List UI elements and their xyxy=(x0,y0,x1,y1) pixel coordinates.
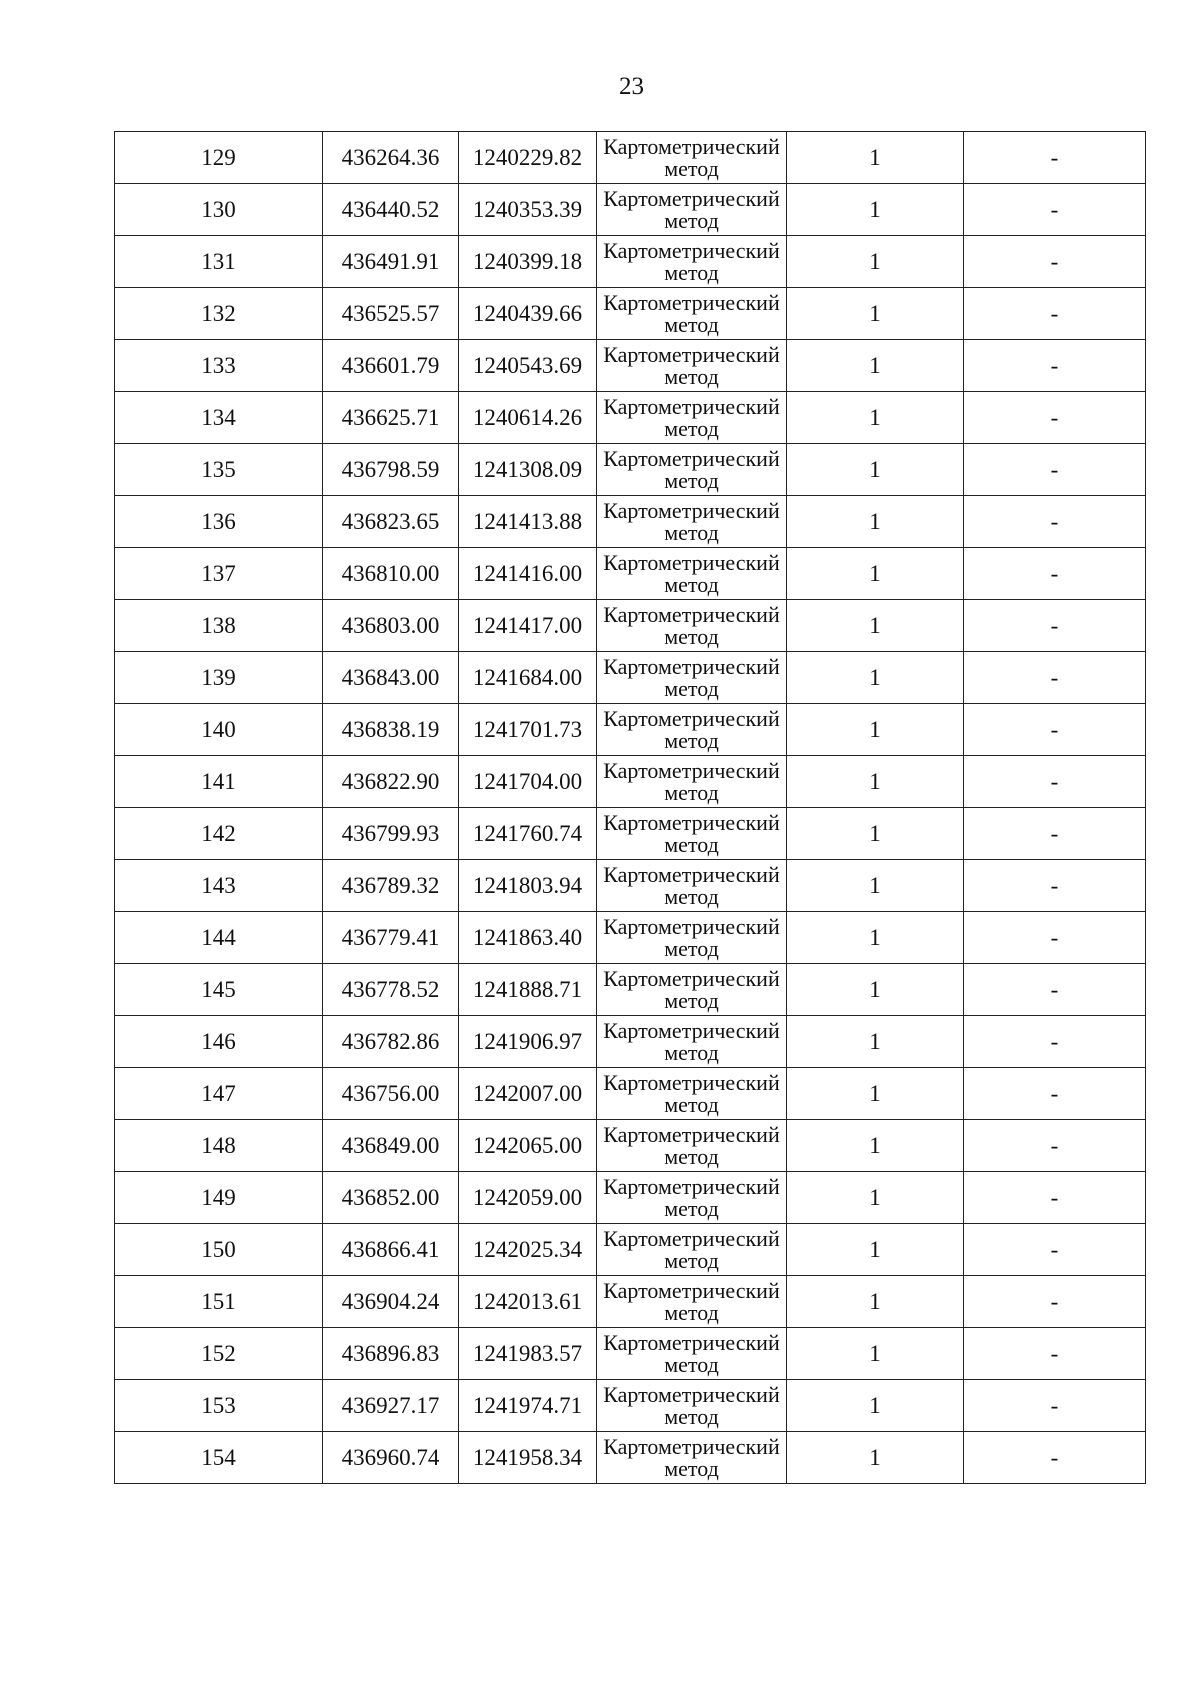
y-coordinate-cell: 1242025.34 xyxy=(459,1224,597,1276)
precision-cell: 1 xyxy=(787,1432,964,1484)
x-coordinate-cell: 436440.52 xyxy=(323,184,459,236)
y-coordinate-cell: 1241974.71 xyxy=(459,1380,597,1432)
y-coordinate-cell: 1242013.61 xyxy=(459,1276,597,1328)
note-cell: - xyxy=(964,1068,1146,1120)
method-cell: Картометрический метод xyxy=(597,964,787,1016)
precision-cell: 1 xyxy=(787,1120,964,1172)
table-row xyxy=(115,444,1146,496)
note-cell: - xyxy=(964,808,1146,860)
precision-cell: 1 xyxy=(787,912,964,964)
point-number-cell: 151 xyxy=(115,1276,323,1328)
note-cell: - xyxy=(964,444,1146,496)
precision-cell: 1 xyxy=(787,236,964,288)
x-coordinate-cell: 436779.41 xyxy=(323,912,459,964)
note-cell: - xyxy=(964,132,1146,184)
note-cell: - xyxy=(964,1328,1146,1380)
table-row xyxy=(115,808,1146,860)
x-coordinate-cell: 436625.71 xyxy=(323,392,459,444)
y-coordinate-cell: 1241888.71 xyxy=(459,964,597,1016)
note-cell: - xyxy=(964,600,1146,652)
precision-cell: 1 xyxy=(787,1276,964,1328)
note-cell: - xyxy=(964,1276,1146,1328)
y-coordinate-cell: 1241803.94 xyxy=(459,860,597,912)
table-row xyxy=(115,548,1146,600)
note-cell: - xyxy=(964,756,1146,808)
y-coordinate-cell: 1241416.00 xyxy=(459,548,597,600)
point-number-cell: 137 xyxy=(115,548,323,600)
note-cell: - xyxy=(964,236,1146,288)
y-coordinate-cell: 1240543.69 xyxy=(459,340,597,392)
x-coordinate-cell: 436823.65 xyxy=(323,496,459,548)
method-cell: Картометрический метод xyxy=(597,288,787,340)
precision-cell: 1 xyxy=(787,1380,964,1432)
precision-cell: 1 xyxy=(787,600,964,652)
point-number-cell: 148 xyxy=(115,1120,323,1172)
table-row xyxy=(115,1276,1146,1328)
table-row xyxy=(115,704,1146,756)
table-row xyxy=(115,860,1146,912)
precision-cell: 1 xyxy=(787,132,964,184)
method-cell: Картометрический метод xyxy=(597,1120,787,1172)
precision-cell: 1 xyxy=(787,1328,964,1380)
point-number-cell: 136 xyxy=(115,496,323,548)
precision-cell: 1 xyxy=(787,392,964,444)
point-number-cell: 143 xyxy=(115,860,323,912)
x-coordinate-cell: 436849.00 xyxy=(323,1120,459,1172)
method-cell: Картометрический метод xyxy=(597,756,787,808)
y-coordinate-cell: 1240229.82 xyxy=(459,132,597,184)
y-coordinate-cell: 1241863.40 xyxy=(459,912,597,964)
table-row xyxy=(115,600,1146,652)
x-coordinate-cell: 436852.00 xyxy=(323,1172,459,1224)
y-coordinate-cell: 1241308.09 xyxy=(459,444,597,496)
x-coordinate-cell: 436803.00 xyxy=(323,600,459,652)
table-row xyxy=(115,288,1146,340)
note-cell: - xyxy=(964,1120,1146,1172)
method-cell: Картометрический метод xyxy=(597,1432,787,1484)
method-cell: Картометрический метод xyxy=(597,340,787,392)
method-cell: Картометрический метод xyxy=(597,1328,787,1380)
table-row xyxy=(115,1432,1146,1484)
method-cell: Картометрический метод xyxy=(597,1380,787,1432)
x-coordinate-cell: 436601.79 xyxy=(323,340,459,392)
y-coordinate-cell: 1242065.00 xyxy=(459,1120,597,1172)
point-number-cell: 154 xyxy=(115,1432,323,1484)
point-number-cell: 147 xyxy=(115,1068,323,1120)
y-coordinate-cell: 1241906.97 xyxy=(459,1016,597,1068)
y-coordinate-cell: 1241760.74 xyxy=(459,808,597,860)
point-number-cell: 139 xyxy=(115,652,323,704)
y-coordinate-cell: 1240614.26 xyxy=(459,392,597,444)
note-cell: - xyxy=(964,1380,1146,1432)
precision-cell: 1 xyxy=(787,548,964,600)
precision-cell: 1 xyxy=(787,288,964,340)
x-coordinate-cell: 436838.19 xyxy=(323,704,459,756)
precision-cell: 1 xyxy=(787,860,964,912)
precision-cell: 1 xyxy=(787,1016,964,1068)
point-number-cell: 134 xyxy=(115,392,323,444)
x-coordinate-cell: 436866.41 xyxy=(323,1224,459,1276)
method-cell: Картометрический метод xyxy=(597,392,787,444)
y-coordinate-cell: 1241417.00 xyxy=(459,600,597,652)
precision-cell: 1 xyxy=(787,1224,964,1276)
table-row xyxy=(115,1380,1146,1432)
method-cell: Картометрический метод xyxy=(597,1016,787,1068)
point-number-cell: 133 xyxy=(115,340,323,392)
method-cell: Картометрический метод xyxy=(597,548,787,600)
precision-cell: 1 xyxy=(787,184,964,236)
y-coordinate-cell: 1240439.66 xyxy=(459,288,597,340)
x-coordinate-cell: 436799.93 xyxy=(323,808,459,860)
point-number-cell: 153 xyxy=(115,1380,323,1432)
method-cell: Картометрический метод xyxy=(597,704,787,756)
note-cell: - xyxy=(964,548,1146,600)
table-row xyxy=(115,964,1146,1016)
precision-cell: 1 xyxy=(787,1068,964,1120)
x-coordinate-cell: 436896.83 xyxy=(323,1328,459,1380)
point-number-cell: 132 xyxy=(115,288,323,340)
table-row xyxy=(115,1068,1146,1120)
precision-cell: 1 xyxy=(787,756,964,808)
method-cell: Картометрический метод xyxy=(597,444,787,496)
note-cell: - xyxy=(964,184,1146,236)
table-row xyxy=(115,652,1146,704)
point-number-cell: 152 xyxy=(115,1328,323,1380)
table-row xyxy=(115,132,1146,184)
point-number-cell: 144 xyxy=(115,912,323,964)
method-cell: Картометрический метод xyxy=(597,652,787,704)
method-cell: Картометрический метод xyxy=(597,1276,787,1328)
note-cell: - xyxy=(964,912,1146,964)
x-coordinate-cell: 436778.52 xyxy=(323,964,459,1016)
table-row xyxy=(115,184,1146,236)
page-number: 23 xyxy=(619,73,644,100)
method-cell: Картометрический метод xyxy=(597,1172,787,1224)
point-number-cell: 150 xyxy=(115,1224,323,1276)
point-number-cell: 131 xyxy=(115,236,323,288)
point-number-cell: 129 xyxy=(115,132,323,184)
method-cell: Картометрический метод xyxy=(597,132,787,184)
precision-cell: 1 xyxy=(787,652,964,704)
precision-cell: 1 xyxy=(787,964,964,1016)
point-number-cell: 135 xyxy=(115,444,323,496)
precision-cell: 1 xyxy=(787,704,964,756)
point-number-cell: 146 xyxy=(115,1016,323,1068)
note-cell: - xyxy=(964,392,1146,444)
note-cell: - xyxy=(964,340,1146,392)
method-cell: Картометрический метод xyxy=(597,600,787,652)
method-cell: Картометрический метод xyxy=(597,496,787,548)
method-cell: Картометрический метод xyxy=(597,912,787,964)
table-row xyxy=(115,912,1146,964)
x-coordinate-cell: 436756.00 xyxy=(323,1068,459,1120)
note-cell: - xyxy=(964,1172,1146,1224)
point-number-cell: 145 xyxy=(115,964,323,1016)
x-coordinate-cell: 436782.86 xyxy=(323,1016,459,1068)
precision-cell: 1 xyxy=(787,444,964,496)
x-coordinate-cell: 436822.90 xyxy=(323,756,459,808)
table-row xyxy=(115,1016,1146,1068)
x-coordinate-cell: 436960.74 xyxy=(323,1432,459,1484)
note-cell: - xyxy=(964,288,1146,340)
note-cell: - xyxy=(964,496,1146,548)
note-cell: - xyxy=(964,652,1146,704)
precision-cell: 1 xyxy=(787,1172,964,1224)
table-row xyxy=(115,756,1146,808)
table-row xyxy=(115,1224,1146,1276)
table-row xyxy=(115,392,1146,444)
note-cell: - xyxy=(964,1016,1146,1068)
y-coordinate-cell: 1241684.00 xyxy=(459,652,597,704)
method-cell: Картометрический метод xyxy=(597,236,787,288)
table-row xyxy=(115,340,1146,392)
point-number-cell: 141 xyxy=(115,756,323,808)
y-coordinate-cell: 1241958.34 xyxy=(459,1432,597,1484)
x-coordinate-cell: 436525.57 xyxy=(323,288,459,340)
x-coordinate-cell: 436264.36 xyxy=(323,132,459,184)
method-cell: Картометрический метод xyxy=(597,808,787,860)
note-cell: - xyxy=(964,964,1146,1016)
point-number-cell: 130 xyxy=(115,184,323,236)
x-coordinate-cell: 436904.24 xyxy=(323,1276,459,1328)
x-coordinate-cell: 436789.32 xyxy=(323,860,459,912)
y-coordinate-cell: 1241701.73 xyxy=(459,704,597,756)
table-row xyxy=(115,1328,1146,1380)
point-number-cell: 142 xyxy=(115,808,323,860)
x-coordinate-cell: 436798.59 xyxy=(323,444,459,496)
note-cell: - xyxy=(964,860,1146,912)
point-number-cell: 140 xyxy=(115,704,323,756)
precision-cell: 1 xyxy=(787,340,964,392)
x-coordinate-cell: 436843.00 xyxy=(323,652,459,704)
table-row xyxy=(115,236,1146,288)
method-cell: Картометрический метод xyxy=(597,860,787,912)
method-cell: Картометрический метод xyxy=(597,184,787,236)
x-coordinate-cell: 436491.91 xyxy=(323,236,459,288)
note-cell: - xyxy=(964,1432,1146,1484)
precision-cell: 1 xyxy=(787,496,964,548)
y-coordinate-cell: 1242007.00 xyxy=(459,1068,597,1120)
precision-cell: 1 xyxy=(787,808,964,860)
y-coordinate-cell: 1242059.00 xyxy=(459,1172,597,1224)
y-coordinate-cell: 1240399.18 xyxy=(459,236,597,288)
table-row xyxy=(115,1172,1146,1224)
y-coordinate-cell: 1240353.39 xyxy=(459,184,597,236)
method-cell: Картометрический метод xyxy=(597,1224,787,1276)
x-coordinate-cell: 436927.17 xyxy=(323,1380,459,1432)
point-number-cell: 149 xyxy=(115,1172,323,1224)
table-row xyxy=(115,1120,1146,1172)
x-coordinate-cell: 436810.00 xyxy=(323,548,459,600)
point-number-cell: 138 xyxy=(115,600,323,652)
note-cell: - xyxy=(964,1224,1146,1276)
method-cell: Картометрический метод xyxy=(597,1068,787,1120)
table-row xyxy=(115,496,1146,548)
y-coordinate-cell: 1241983.57 xyxy=(459,1328,597,1380)
note-cell: - xyxy=(964,704,1146,756)
coordinates-table-body xyxy=(115,132,1146,1484)
y-coordinate-cell: 1241413.88 xyxy=(459,496,597,548)
coordinates-table xyxy=(114,131,1146,1484)
y-coordinate-cell: 1241704.00 xyxy=(459,756,597,808)
